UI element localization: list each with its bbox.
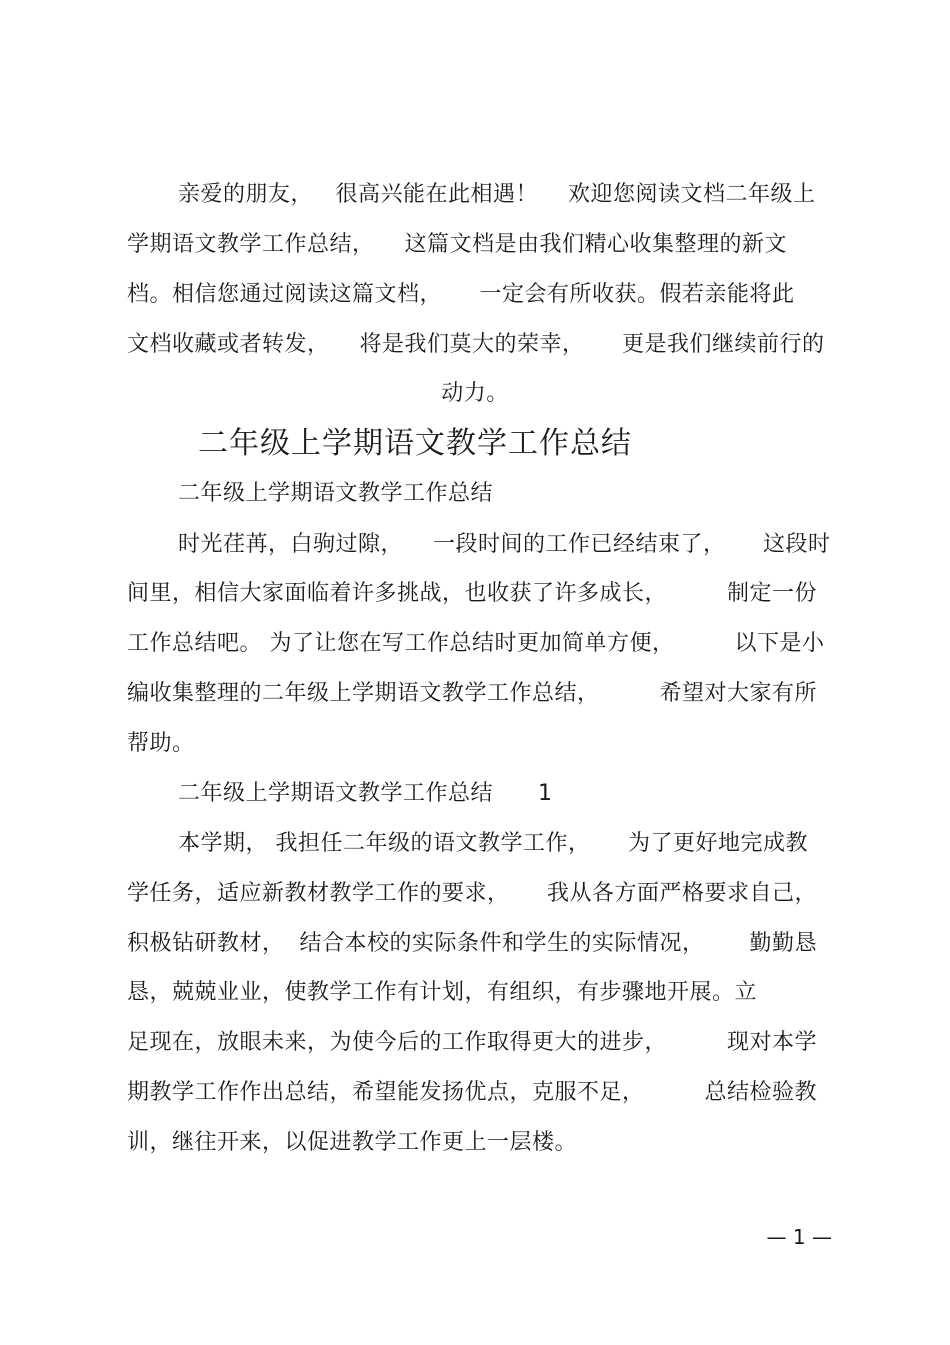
- paragraph-1-line-4: 编收集整理的二年级上学期语文教学工作总结， 希望对大家有所: [127, 681, 817, 706]
- paragraph-2-line-5: 足现在，放眼未来，为使今后的工作取得更大的进步， 现对本学: [127, 1030, 817, 1055]
- paragraph-1-line-2: 间里，相信大家面临着许多挑战，也收获了许多成长， 制定一份: [127, 581, 817, 606]
- paragraph-2-line-1: 本学期， 我担任二年级的语文教学工作， 为了更好地完成教: [178, 831, 808, 856]
- intro-line-5: 动力。: [441, 381, 509, 406]
- paragraph-1-line-3: 工作总结吧。 为了让您在写工作总结时更加简单方便， 以下是小: [127, 631, 825, 656]
- intro-line-2: 学期语文教学工作总结， 这篇文档是由我们精心收集整理的新文: [127, 232, 787, 257]
- page-number: — 1 —: [766, 1225, 832, 1249]
- paragraph-1-line-5: 帮助。: [127, 731, 195, 756]
- intro-line-1: 亲爱的朋友， 很高兴能在此相遇！ 欢迎您阅读文档二年级上: [178, 182, 816, 207]
- page-title: 二年级上学期语文教学工作总结: [198, 426, 632, 461]
- intro-line-3: 档。相信您通过阅读这篇文档， 一定会有所收获。假若亲能将此: [127, 282, 795, 307]
- intro-line-4: 文档收藏或者转发， 将是我们莫大的荣幸， 更是我们继续前行的: [127, 332, 825, 357]
- paragraph-2-line-6: 期教学工作作出总结，希望能发扬优点，克服不足， 总结检验教: [127, 1080, 817, 1105]
- paragraph-2-line-4: 恳，兢兢业业，使教学工作有计划，有组织，有步骤地开展。立: [127, 980, 758, 1005]
- paragraph-2-line-7: 训，继往开来，以促进教学工作更上一层楼。: [127, 1130, 578, 1155]
- document-subtitle: 二年级上学期语文教学工作总结: [178, 481, 494, 506]
- section-heading: 二年级上学期语文教学工作总结 1: [178, 781, 553, 806]
- paragraph-1-line-1: 时光荏苒，白驹过隙， 一段时间的工作已经结束了， 这段时: [178, 532, 831, 557]
- paragraph-2-line-3: 积极钻研教材， 结合本校的实际条件和学生的实际情况， 勤勤恳: [127, 931, 817, 956]
- paragraph-2-line-2: 学任务，适应新教材教学工作的要求， 我从各方面严格要求自己，: [127, 881, 817, 906]
